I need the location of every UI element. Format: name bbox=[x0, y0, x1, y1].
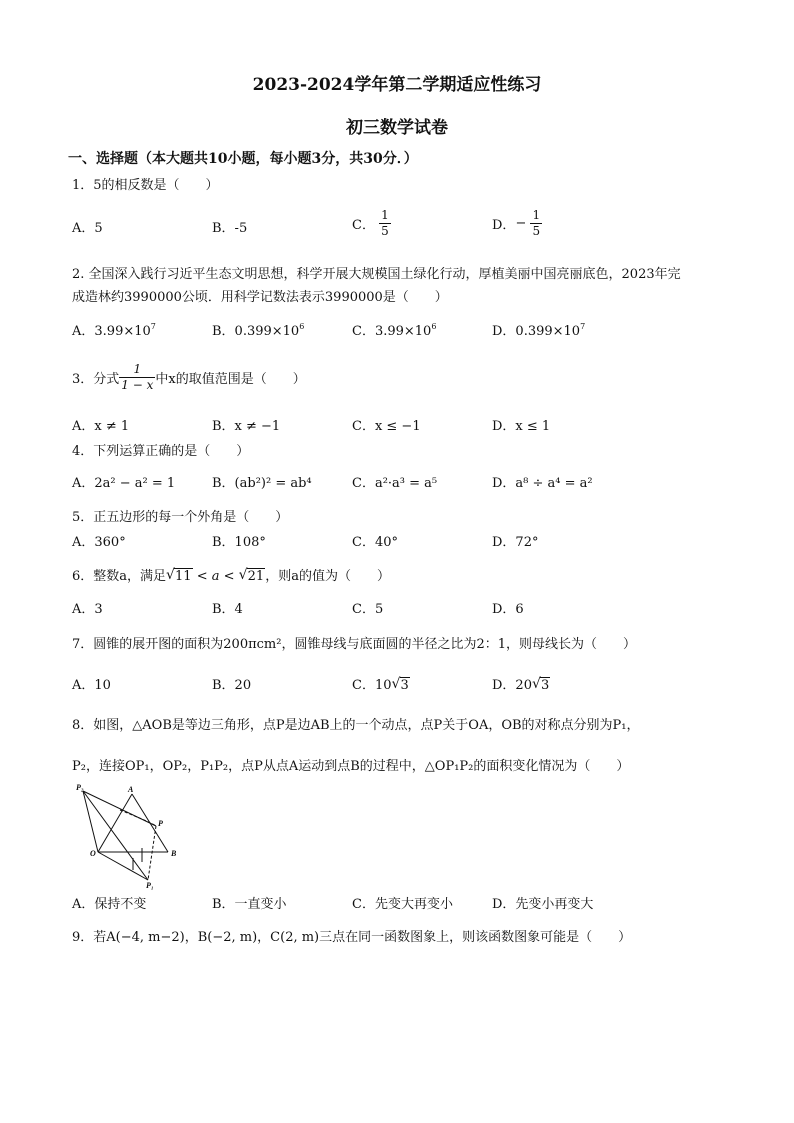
q8-option-d: D．先变小再变大 bbox=[492, 897, 594, 912]
q3-fraction bbox=[119, 362, 155, 393]
q4-option-b: B．(ab²)² = ab⁴ bbox=[212, 476, 312, 491]
q2-option-d-base: D．0.399×10 bbox=[492, 324, 581, 339]
q8-option-a: A．保持不变 bbox=[72, 897, 147, 912]
q1-option-c-fraction bbox=[379, 208, 391, 239]
q7-stem: 7．圆锥的展开图的面积为200πcm²，圆锥母线与底面圆的半径之比为2：1，则母线长为（ ） bbox=[72, 637, 636, 652]
q7-option-c-label: C．10 bbox=[352, 678, 392, 693]
q1-d-numerator: 1 bbox=[532, 208, 541, 222]
label-a: A bbox=[128, 785, 134, 794]
label-p: P bbox=[158, 819, 163, 828]
q2-stem-line1: 2. 全国深入践行习近平生态文明思想，科学开展大规模国土绿化行动，厚植美丽中国亮丽底色，2023年完 bbox=[72, 267, 681, 282]
q6-sqrt-21 bbox=[239, 569, 266, 584]
q2-option-a-base: A．3.99×10 bbox=[72, 324, 151, 339]
q8-geometry-figure bbox=[70, 782, 182, 890]
q3-numerator: 1 bbox=[119, 362, 155, 378]
q7-option-c bbox=[352, 674, 410, 693]
q6-sqrt-11 bbox=[166, 569, 193, 584]
q3-denominator: 1 − x bbox=[121, 378, 154, 392]
q7-option-d bbox=[492, 674, 550, 693]
q5-option-a: A．360° bbox=[72, 535, 126, 550]
q3-stem bbox=[72, 362, 306, 393]
q6-option-d: D．6 bbox=[492, 602, 524, 617]
q8-stem-line1: 8．如图，△AOB是等边三角形，点P是边AB上的一个动点，点P关于OA，OB的对称点分别为P₁， bbox=[72, 718, 640, 733]
q1-option-c-label: C． bbox=[352, 218, 375, 233]
q2-option-c bbox=[352, 320, 436, 339]
q4-option-c: C．a²·a³ = a⁵ bbox=[352, 476, 438, 491]
q6-option-b: B．4 bbox=[212, 602, 243, 617]
q8-option-c: C．先变大再变小 bbox=[352, 897, 453, 912]
q2-option-b bbox=[212, 320, 304, 339]
q1-option-a: A．5 bbox=[72, 221, 103, 236]
q7-option-d-sqrt bbox=[532, 678, 550, 693]
q1-option-b: B．-5 bbox=[212, 221, 248, 236]
q1-c-denominator: 5 bbox=[381, 224, 389, 238]
q7-option-d-label: D．20 bbox=[492, 678, 532, 693]
q7-option-a: A．10 bbox=[72, 678, 111, 693]
q3-stem-pre: 3．分式 bbox=[72, 372, 120, 387]
q7-option-c-radicand: 3 bbox=[400, 678, 409, 693]
q1-option-c bbox=[352, 208, 391, 239]
exam-title: 2023-2024学年第二学期适应性练习 bbox=[252, 75, 542, 95]
q6-stem-pre: 6．整数a，满足 bbox=[72, 569, 167, 584]
q1-option-d-label: D． bbox=[492, 218, 516, 233]
q6-stem-mid: < a < bbox=[192, 569, 239, 584]
q2-option-c-exp: 6 bbox=[431, 322, 437, 331]
q3-option-c: C．x ≤ −1 bbox=[352, 419, 421, 434]
q7-option-c-sqrt bbox=[392, 678, 410, 693]
label-b: B bbox=[171, 849, 177, 858]
q2-option-d-exp: 7 bbox=[580, 322, 586, 331]
segment-op1 bbox=[98, 852, 148, 880]
q1-option-d-fraction bbox=[530, 208, 542, 239]
q3-option-d: D．x ≤ 1 bbox=[492, 419, 551, 434]
q1-option-d bbox=[492, 208, 542, 239]
q5-option-b: B．108° bbox=[212, 535, 266, 550]
q5-stem: 5．正五边形的每一个外角是（ ） bbox=[72, 510, 289, 525]
segment-p-p1 bbox=[148, 826, 156, 880]
q2-option-b-exp: 6 bbox=[299, 322, 305, 331]
label-p1: P₁ bbox=[146, 881, 154, 890]
exam-subtitle: 初三数学试卷 bbox=[346, 118, 448, 138]
q1-d-denominator: 5 bbox=[532, 224, 541, 238]
label-o: O bbox=[90, 849, 96, 858]
q7-option-b: B．20 bbox=[212, 678, 252, 693]
q5-option-d: D．72° bbox=[492, 535, 539, 550]
q3-stem-post: 中x的取值范围是（ ） bbox=[155, 372, 306, 387]
q1-stem: 1．5的相反数是（ ） bbox=[72, 178, 219, 193]
q5-option-c: C．40° bbox=[352, 535, 398, 550]
q8-option-b: B．一直变小 bbox=[212, 897, 287, 912]
q4-option-a: A．2a² − a² = 1 bbox=[72, 476, 176, 491]
q3-option-b: B．x ≠ −1 bbox=[212, 419, 281, 434]
label-p2: P₂ bbox=[76, 783, 84, 792]
section-heading: 一、选择题（本大题共10小题，每小题3分，共30分．） bbox=[68, 151, 418, 167]
segment-op2 bbox=[83, 791, 98, 852]
q6-option-c: C．5 bbox=[352, 602, 384, 617]
q2-stem-line2: 成造林约3990000公顷．用科学记数法表示3990000是（ ） bbox=[72, 290, 448, 305]
q1-c-numerator: 1 bbox=[381, 208, 389, 222]
q6-stem bbox=[72, 565, 390, 584]
q1-d-minus: − bbox=[515, 216, 527, 231]
q4-stem: 4．下列运算正确的是（ ） bbox=[72, 444, 250, 459]
q2-option-a-exp: 7 bbox=[150, 322, 156, 331]
q6-stem-post: ，则a的值为（ ） bbox=[265, 569, 390, 584]
q2-option-d bbox=[492, 320, 585, 339]
q9-stem: 9．若A(−4, m−2)，B(−2, m)，C(2, m)三点在同一函数图象上，则该函数图象可能是（ ） bbox=[72, 930, 632, 945]
q2-option-a bbox=[72, 320, 156, 339]
q4-option-d: D．a⁸ ÷ a⁴ = a² bbox=[492, 476, 593, 491]
q6-radicand-11: 11 bbox=[175, 569, 192, 584]
q8-stem-line2: P₂，连接OP₁，OP₂，P₁P₂，点P从点A运动到点B的过程中，△OP₁P₂的面积变化情况为（ ） bbox=[72, 759, 630, 774]
q2-option-c-base: C．3.99×10 bbox=[352, 324, 432, 339]
q2-option-b-base: B．0.399×10 bbox=[212, 324, 300, 339]
q3-option-a: A．x ≠ 1 bbox=[72, 419, 130, 434]
q6-option-a: A．3 bbox=[72, 602, 103, 617]
segment-oa bbox=[98, 794, 132, 852]
q7-option-d-radicand: 3 bbox=[540, 678, 550, 693]
q6-radicand-21: 21 bbox=[247, 569, 265, 584]
